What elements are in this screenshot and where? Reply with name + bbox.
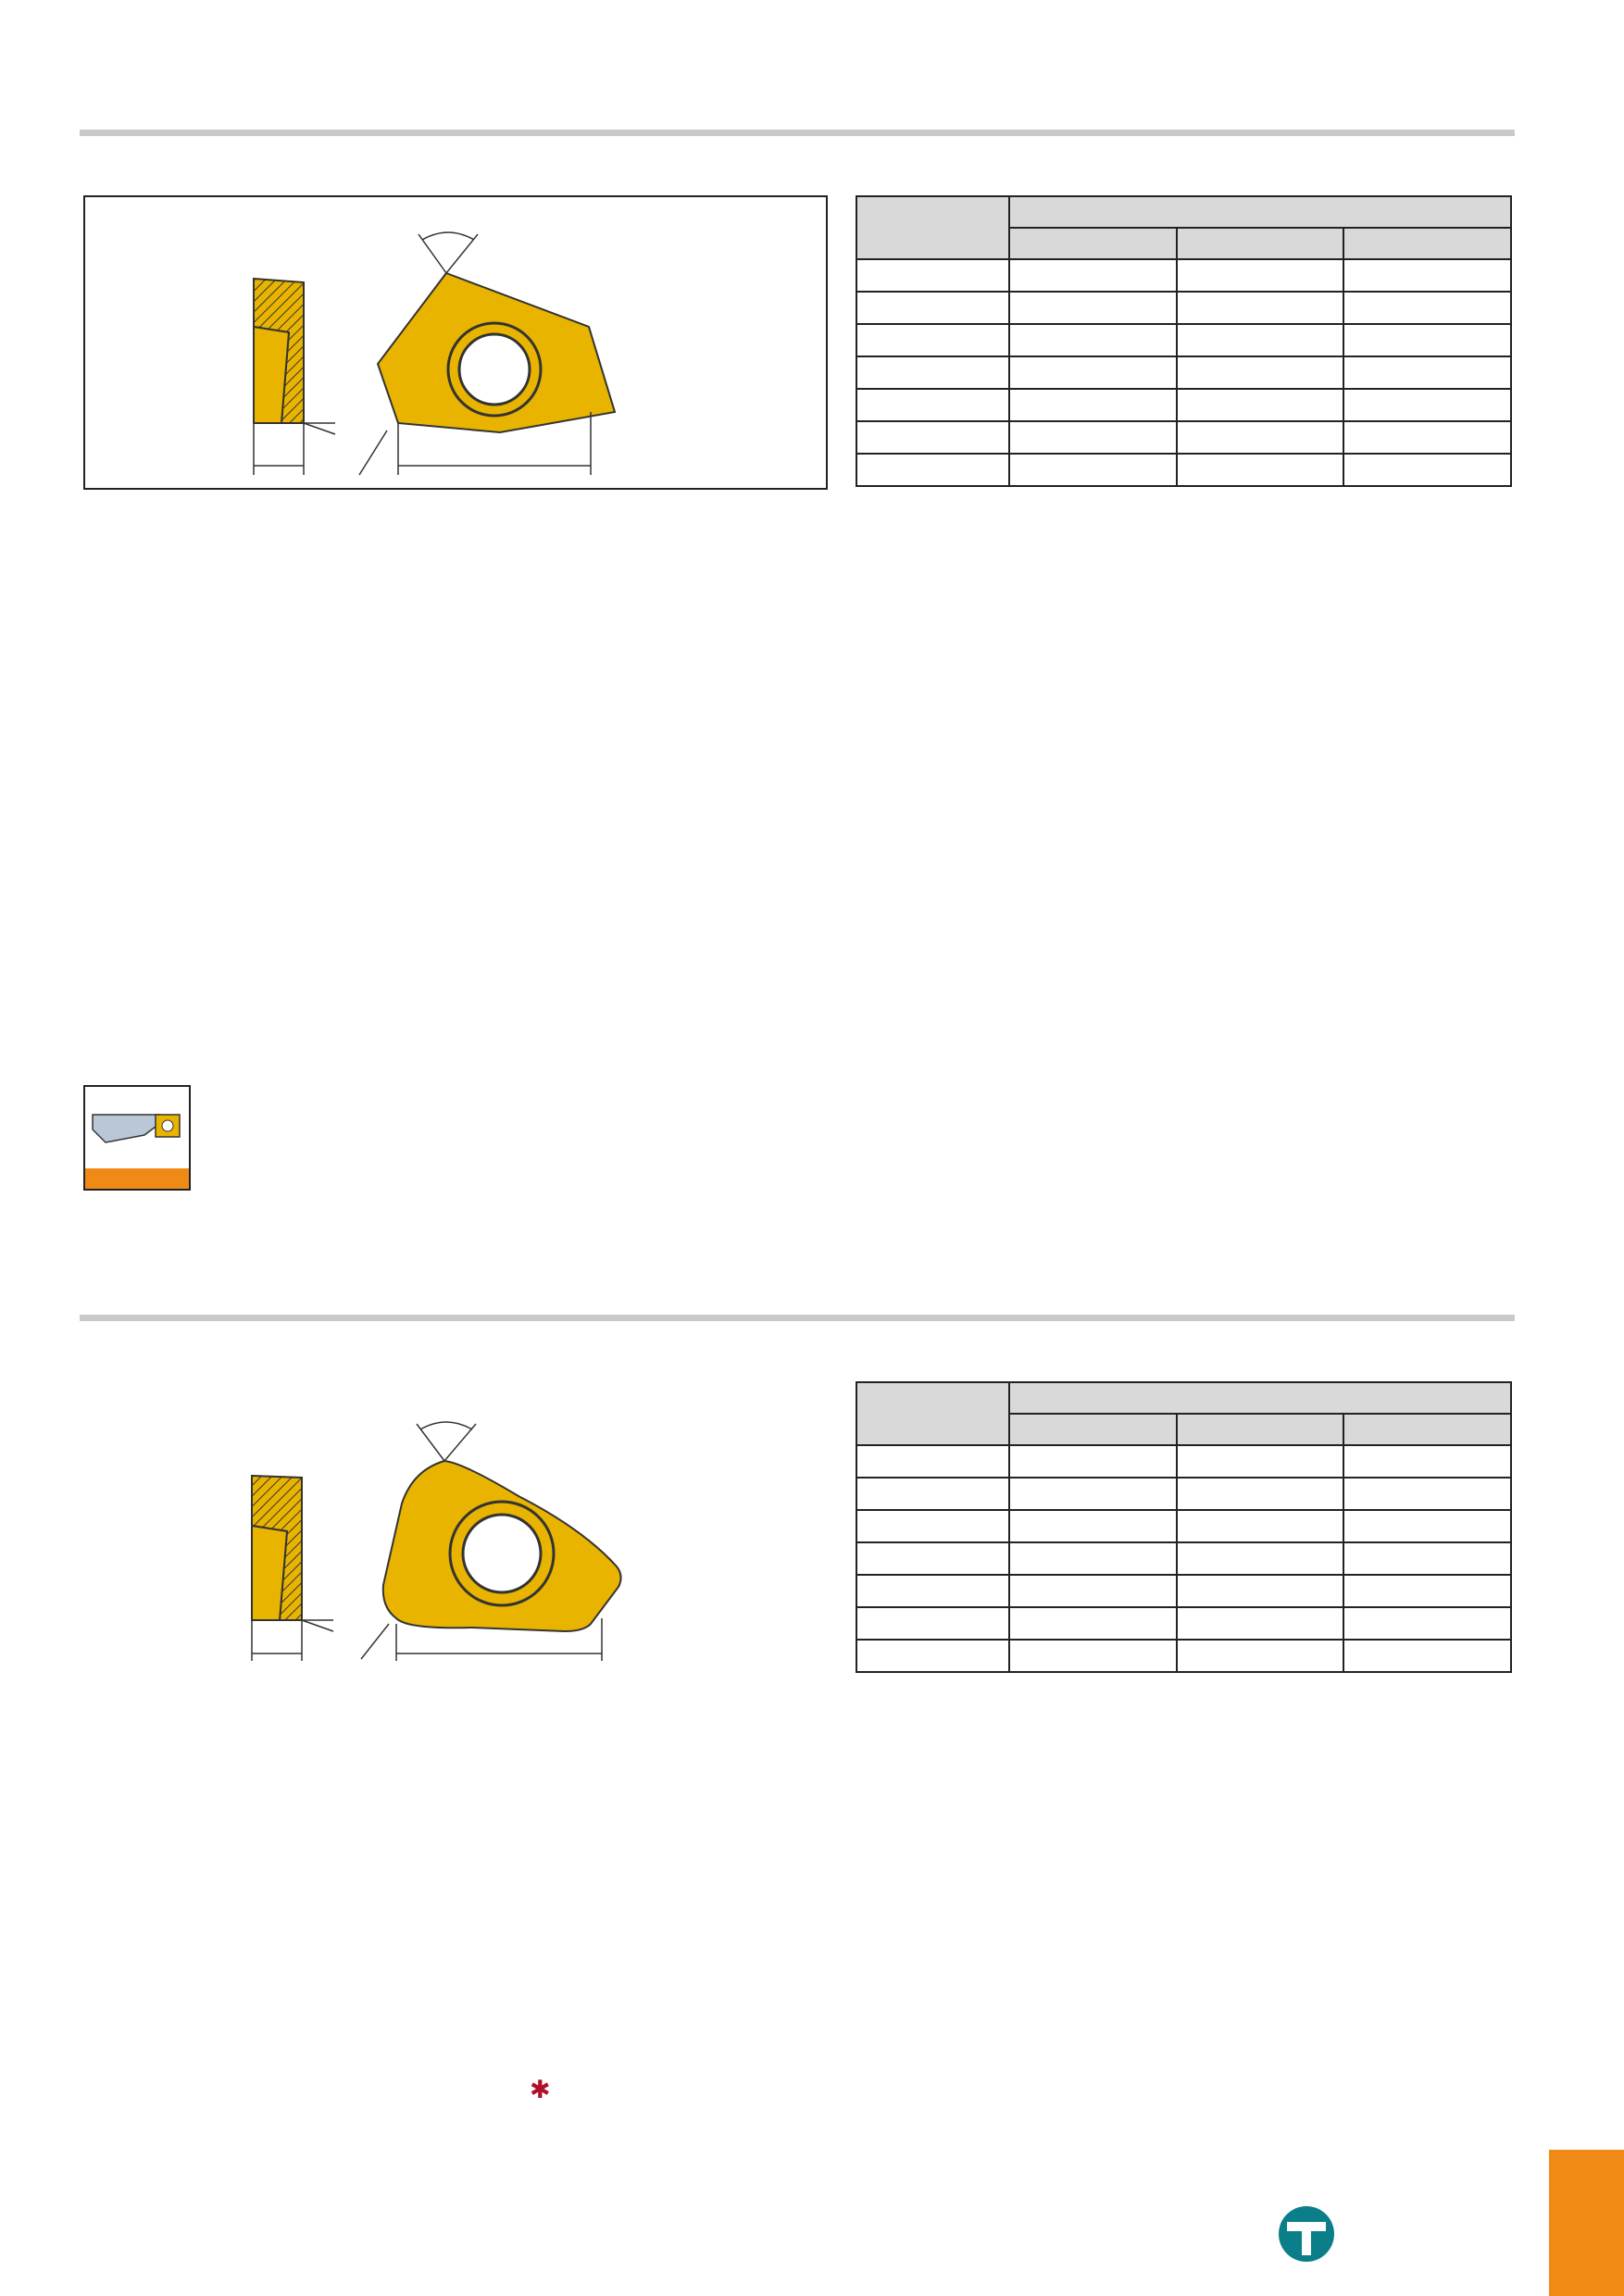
section-rule bbox=[80, 130, 1515, 136]
t-value bbox=[1177, 259, 1344, 292]
insert-drawing bbox=[85, 197, 826, 488]
col-t bbox=[1177, 1414, 1344, 1445]
col-r bbox=[1343, 228, 1511, 259]
size-header bbox=[856, 196, 1009, 259]
t-value bbox=[1177, 1445, 1344, 1478]
taegutec-logo bbox=[1274, 2202, 1515, 2266]
taegutec-emblem-icon bbox=[1274, 2202, 1339, 2266]
dimensions-table bbox=[856, 195, 1512, 487]
legend-fine-boring: ✱ bbox=[530, 2076, 551, 2103]
size-value bbox=[856, 1445, 1009, 1478]
insert-drawing-box bbox=[83, 195, 828, 490]
col-t bbox=[1177, 228, 1344, 259]
grade-table bbox=[80, 1699, 1515, 2069]
col-d bbox=[1009, 228, 1177, 259]
col-d bbox=[1009, 1414, 1177, 1445]
insert-drawing-box bbox=[83, 1381, 828, 1676]
grade-table bbox=[80, 514, 1515, 1074]
d-value bbox=[1009, 1445, 1177, 1478]
section-rule bbox=[80, 1315, 1515, 1321]
dims-header bbox=[1009, 1382, 1511, 1414]
r-value bbox=[1343, 1445, 1511, 1478]
dimensions-table bbox=[856, 1381, 1512, 1673]
insert-drawing bbox=[83, 1381, 824, 1672]
page-tab bbox=[1549, 2150, 1624, 2296]
col-r bbox=[1343, 1414, 1511, 1445]
dims-header bbox=[1009, 196, 1511, 228]
r-value bbox=[1343, 259, 1511, 292]
reference-thumbnail[interactable] bbox=[83, 1085, 191, 1191]
size-value bbox=[856, 259, 1009, 292]
size-header bbox=[856, 1382, 1009, 1445]
toolholder-icon bbox=[85, 1087, 189, 1189]
d-value bbox=[1009, 259, 1177, 292]
